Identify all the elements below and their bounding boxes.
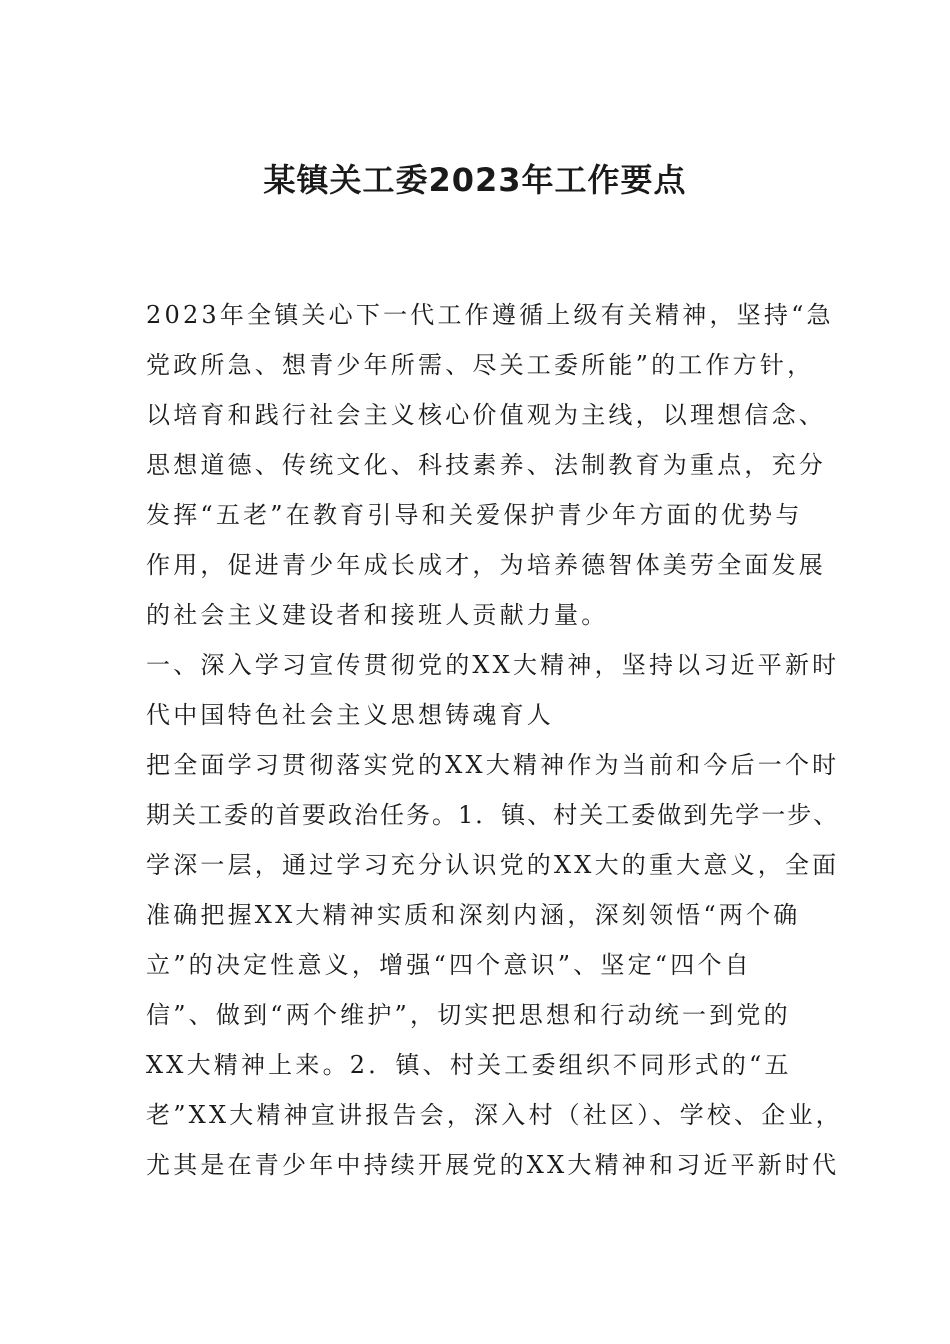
paragraph-line: 2023年全镇关心下一代工作遵循上级有关精神，坚持“急 (146, 301, 834, 329)
paragraph-line: XX大精神上来。2．镇、村关工委组织不同形式的“五 (146, 1051, 792, 1079)
paragraph-line: 发挥“五老”在教育引导和关爱保护青少年方面的优势与 (146, 501, 803, 529)
paragraph-line: 作用，促进青少年成长成才，为培养德智体美劳全面发展 (146, 551, 826, 579)
paragraph-line: 期关工委的首要政治任务。1．镇、村关工委做到先学一步、 (146, 801, 840, 829)
section-heading-line: 一、深入学习宣传贯彻党的XX大精神，坚持以习近平新时 (146, 651, 840, 679)
paragraph-line: 信”、做到“两个维护”，切实把思想和行动统一到党的 (146, 1001, 791, 1029)
section-heading-line: 代中国特色社会主义思想铸魂育人 (146, 701, 554, 729)
paragraph-line: 党政所急、想青少年所需、尽关工委所能”的工作方针， (146, 351, 815, 379)
paragraph-line: 把全面学习贯彻落实党的XX大精神作为当前和今后一个时 (146, 751, 840, 779)
paragraph-line: 思想道德、传统文化、科技素养、法制教育为重点，充分 (146, 451, 826, 479)
paragraph-line: 尤其是在青少年中持续开展党的XX大精神和习近平新时代 (146, 1151, 840, 1179)
paragraph-line: 准确把握XX大精神实质和深刻内涵，深刻领悟“两个确 (146, 901, 801, 929)
document-body (146, 290, 843, 1190)
paragraph-line: 学深一层，通过学习充分认识党的XX大的重大意义，全面 (146, 851, 840, 879)
paragraph-line: 以培育和践行社会主义核心价值观为主线，以理想信念、 (146, 401, 826, 429)
paragraph-line: 立”的决定性意义，增强“四个意识”、坚定“四个自 (146, 951, 752, 979)
paragraph-line: 的社会主义建设者和接班人贡献力量。 (146, 601, 609, 629)
paragraph-line: 老”XX大精神宣讲报告会，深入村（社区）、学校、企业， (146, 1101, 843, 1129)
document-title: 某镇关工委2023年工作要点 (263, 161, 687, 199)
